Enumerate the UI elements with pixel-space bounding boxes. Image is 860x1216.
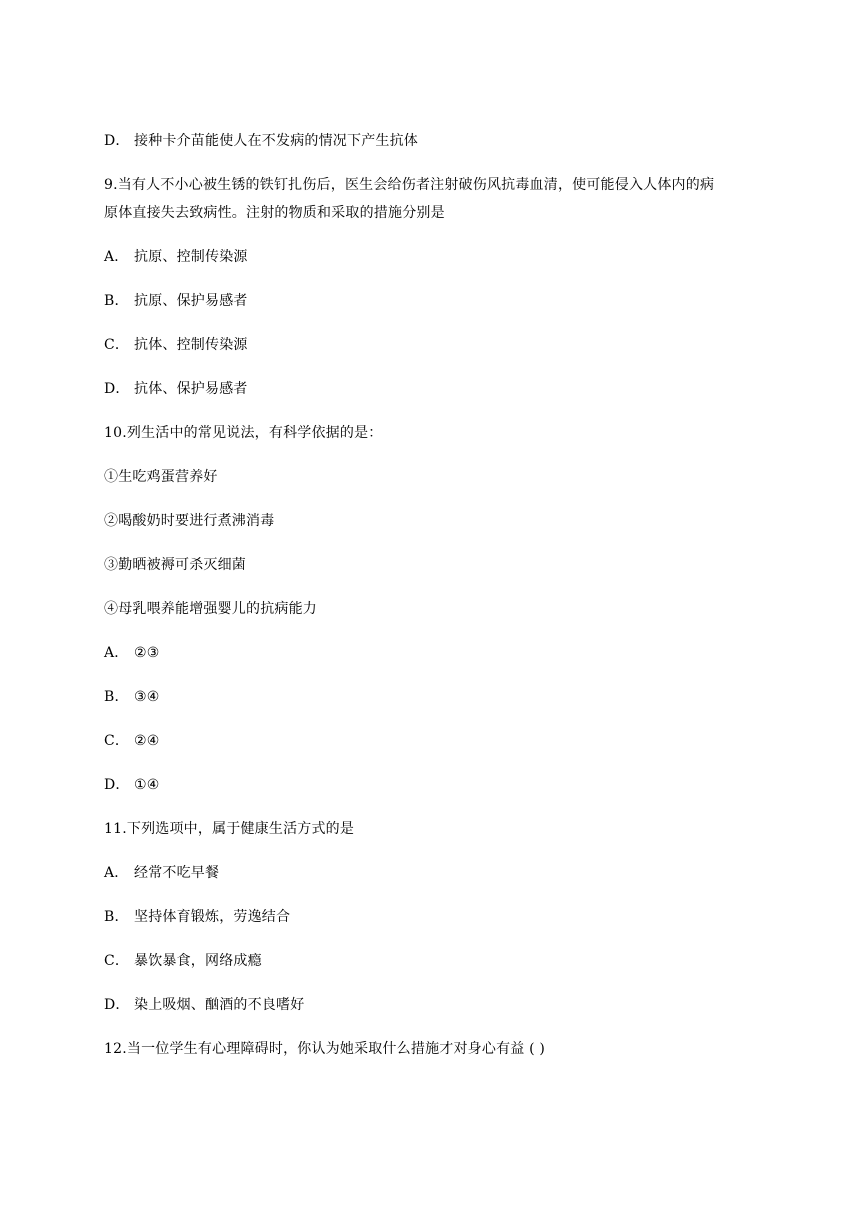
- q10-statement-4: ④母乳喂养能增强婴儿的抗病能力: [104, 601, 317, 617]
- option-letter: C．: [104, 337, 130, 353]
- option-text: 抗原、保护易感者: [134, 293, 248, 309]
- q10-option-a: [104, 643, 160, 663]
- q8-option-d: [104, 131, 418, 151]
- q10-option-c: [104, 731, 160, 751]
- option-text: 暴饮暴食，网络成瘾: [134, 953, 262, 969]
- q10-statement-2: ②喝酸奶时要进行煮沸消毒: [104, 513, 275, 529]
- q10-statement-1: ①生吃鸡蛋营养好: [104, 469, 218, 485]
- option-letter: A．: [104, 249, 129, 265]
- q9-stem-line-1: 9.当有人不小心被生锈的铁钉扎伤后，医生会给伤者注射破伤风抗毒血清，使可能侵入人体内的病: [104, 177, 715, 193]
- option-letter: B．: [104, 689, 129, 705]
- q10-option-b: [104, 687, 160, 707]
- q10-option-d: [104, 775, 160, 795]
- q11-option-d: [104, 995, 304, 1015]
- option-letter: B．: [104, 909, 129, 925]
- option-letter: C．: [104, 733, 130, 749]
- option-text: 抗体、保护易感者: [134, 381, 248, 397]
- option-text: 抗原、控制传染源: [134, 249, 248, 265]
- option-text: 接种卡介苗能使人在不发病的情况下产生抗体: [134, 133, 418, 149]
- option-letter: C．: [104, 953, 130, 969]
- option-letter: D．: [104, 381, 130, 397]
- q9-option-b: [104, 291, 248, 311]
- q11-option-b: [104, 907, 290, 927]
- option-letter: A．: [104, 645, 129, 661]
- option-text: ②③: [134, 645, 160, 661]
- q10-stem: 10.列生活中的常见说法，有科学依据的是：: [104, 425, 383, 441]
- option-text: 抗体、控制传染源: [134, 337, 248, 353]
- option-letter: D．: [104, 997, 130, 1013]
- q9-option-c: [104, 335, 248, 355]
- option-text: ①④: [134, 777, 160, 793]
- option-text: 坚持体育锻炼，劳逸结合: [134, 909, 291, 925]
- q9-option-d: [104, 379, 248, 399]
- option-text: ③④: [134, 689, 160, 705]
- option-letter: A．: [104, 865, 129, 881]
- option-letter: B．: [104, 293, 129, 309]
- q11-option-a: [104, 863, 219, 883]
- option-letter: D．: [104, 133, 130, 149]
- q10-statement-3: ③勤晒被褥可杀灭细菌: [104, 557, 246, 573]
- option-text: 染上吸烟、酗酒的不良嗜好: [134, 997, 305, 1013]
- q9-stem-line-2: 原体直接失去致病性。注射的物质和采取的措施分别是: [104, 205, 445, 221]
- q9-option-a: [104, 247, 248, 267]
- option-text: ②④: [134, 733, 160, 749]
- q12-stem: 12.当一位学生有心理障碍时，你认为她采取什么措施才对身心有益 ( ): [104, 1041, 546, 1057]
- option-text: 经常不吃早餐: [134, 865, 220, 881]
- option-letter: D．: [104, 777, 130, 793]
- q11-option-c: [104, 951, 262, 971]
- q11-stem: 11.下列选项中，属于健康生活方式的是: [104, 821, 355, 837]
